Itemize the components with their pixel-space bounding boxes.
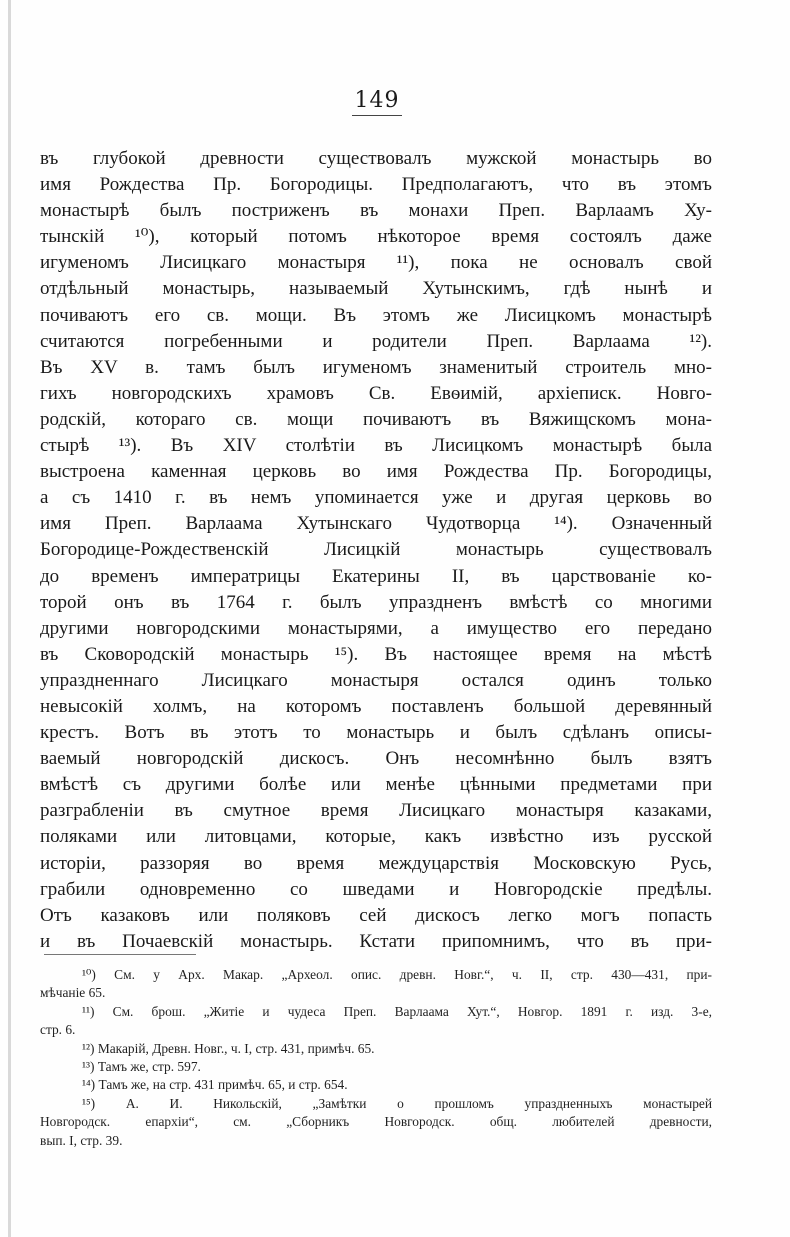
body-line: стырѣ ¹³). Въ XIV столѣтіи въ Лисицкомъ монастырѣ была [40,435,712,457]
body-line: грабили одновременно со шведами и Новгородскіе предѣлы. [40,878,712,900]
footnote-divider [44,954,196,955]
body-line: упраздненнаго Лисицкаго монастыря остался одинъ только [40,669,712,691]
body-line: ваемый новгородскій дискосъ. Онъ несомнѣнно былъ взятъ [40,748,712,770]
footnote-line: Новгородск. епархіи“, см. „Сборникъ Новгородск. общ. любителей древности, [40,1114,712,1130]
body-line: Отъ казаковъ или поляковъ сей дискосъ легко могъ попасть [40,904,712,926]
body-line: имя Рождества Пр. Богородицы. Предполагаютъ, что въ этомъ [40,174,712,196]
footnote-line: ¹²) Макарій, Древн. Новг., ч. I, стр. 431, примѣч. 65. [82,1040,375,1056]
body-line: торой онъ въ 1764 г. былъ упраздненъ вмѣстѣ со многими [40,591,712,613]
body-line: имя Преп. Варлаама Хутынскаго Чудотворца ¹⁴). Означенный [40,513,712,535]
body-line: гихъ новгородскихъ храмовъ Св. Евѳимій, архіеписк. Новго- [40,382,712,404]
footnote-line: ¹⁰) См. у Арх. Макар. „Археол. опис. древн. Новг.“, ч. II, стр. 430—431, при- [82,967,712,982]
footnote-line: ¹⁵) А. И. Никольскій, „Замѣтки о прошломъ упраздненныхъ монастырей [82,1095,712,1111]
body-line: въ глубокой древности существовалъ мужской монастырь во [40,148,712,169]
body-line: монастырѣ былъ постриженъ въ монахи Преп. Варлаамъ Ху- [40,200,712,222]
footnote-line: ¹³) Тамъ же, стр. 597. [82,1058,201,1074]
body-line: крестъ. Вотъ въ этотъ то монастырь и былъ сдѣланъ описы- [40,722,712,744]
body-line: а съ 1410 г. въ немъ упоминается уже и другая церковь во [40,487,712,509]
body-line: тынскій ¹⁰), который потомъ нѣкоторое время состоялъ даже [40,226,712,248]
page-gutter-edge [8,0,11,1237]
footnote-line: стр. 6. [40,1022,76,1038]
body-line: считаются погребенными и родители Преп. Варлаама ¹²). [40,330,712,352]
body-line: невысокій холмъ, на которомъ поставленъ большой деревянный [40,695,712,717]
body-line: Богородице-Рождественскій Лисицкій монастырь существовалъ [40,539,712,561]
body-line: вмѣстѣ съ другими болѣе или менѣе цѣнными предметами при [40,774,712,796]
footnote-line: ¹¹) См. брош. „Житіе и чудеса Преп. Варлаама Хут.“, Новгор. 1891 г. изд. 3-е, [82,1003,712,1019]
body-line: въ Сковородскій монастырь ¹⁵). Въ настоящее время на мѣстѣ [40,643,712,665]
body-line: родскій, котораго св. мощи почиваютъ въ Вяжищскомъ мона- [40,408,712,430]
body-line: до временъ императрицы Екатерины II, въ царствованіе ко- [40,565,712,587]
body-line: Въ XV в. тамъ былъ игуменомъ знаменитый строитель мно- [40,356,712,378]
body-line: отдѣльный монастырь, называемый Хутынскимъ, гдѣ нынѣ и [40,278,712,300]
body-line: другими новгородскими монастырями, а имущество его передано [40,617,712,639]
body-line: разграбленіи въ смутное время Лисицкаго монастыря казаками, [40,800,712,822]
footnote-line: вып. I, стр. 39. [40,1132,123,1148]
page-number: 149 [352,88,402,116]
body-line: почиваютъ его св. мощи. Въ этомъ же Лисицкомъ монастырѣ [40,304,712,326]
body-line: поляками или литовцами, которые, какъ извѣстно изъ русской [40,826,712,848]
footnote-line: мѣчаніе 65. [40,985,106,1001]
body-text [40,146,712,955]
body-line: выстроена каменная церковь во имя Рождества Пр. Богородицы, [40,461,712,483]
body-line: игуменомъ Лисицкаго монастыря ¹¹), пока не основалъ свой [40,252,712,274]
body-line: и въ Почаевскій монастырь. Кстати припомнимъ, что въ при- [40,930,712,952]
footnote-line: ¹⁴) Тамъ же, на стр. 431 примѣч. 65, и стр. 654. [82,1077,348,1093]
footnotes [40,966,712,1150]
body-line: исторіи, раззоряя во время междуцарствія Московскую Русь, [40,852,712,874]
